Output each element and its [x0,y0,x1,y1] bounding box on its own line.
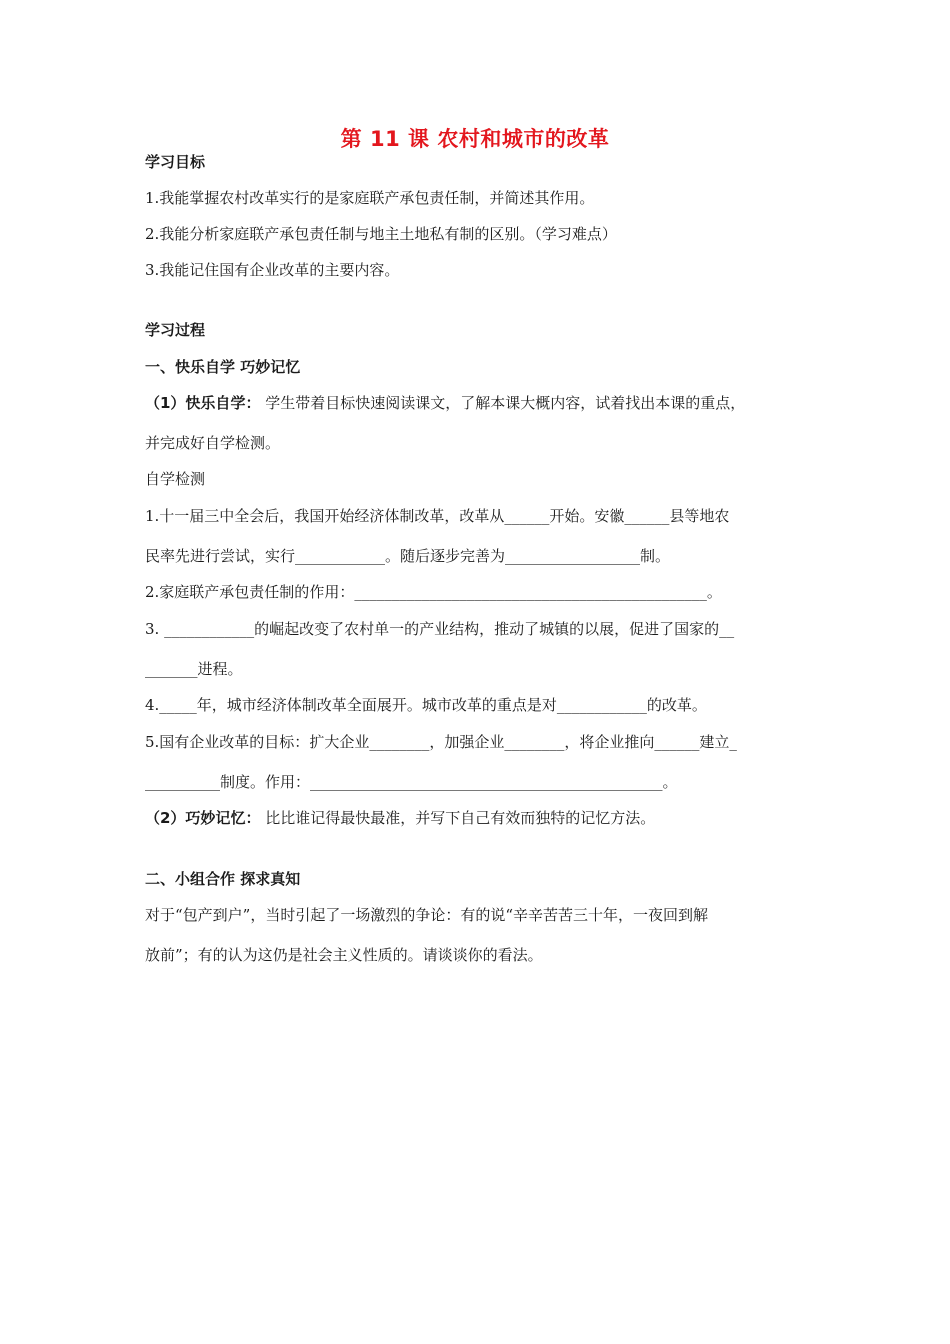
question-5a: 5.国有企业改革的目标：扩大企业________，加强企业________，将企业推向______建立_ [145,733,737,751]
sub2-label: （2）巧妙记忆： [145,809,261,827]
question-3a: 3. ____________的崛起改变了农村单一的产业结构，推动了城镇的以展，促进了国家的__ [145,620,735,638]
question-3b: _______进程。 [145,660,243,678]
section2-text-a: 对于“包产到户”，当时引起了一场激烈的争论：有的说“辛辛苦苦三十年，一夜回到解 [145,906,709,924]
question-1b: 民率先进行尝试，实行____________。随后逐步完善为__________________制。 [145,547,671,565]
section2-heading: 二、小组合作 探求真知 [145,870,301,888]
section2-text-b: 放前”；有的认为这仍是社会主义性质的。请谈谈你的看法。 [145,946,543,964]
process-heading: 学习过程 [145,321,206,339]
lesson-title: 第 11 课 农村和城市的改革 [340,127,610,151]
sub1-text-cont: 并完成好自学检测。 [145,434,281,452]
question-1a: 1.十一届三中全会后，我国开始经济体制改革，改革从______开始。安徽______县等地农 [145,507,730,525]
section1-heading: 一、快乐自学 巧妙记忆 [145,358,301,376]
question-4: 4._____年，城市经济体制改革全面展开。城市改革的重点是对____________的改革。 [145,696,707,714]
goal-item: 3.我能记住国有企业改革的主要内容。 [145,261,400,279]
question-5b: __________制度。作用：_______________________________________________。 [145,773,678,791]
sub1-text: 学生带着目标快速阅读课文，了解本课大概内容，试着找出本课的重点， [260,394,746,412]
sub1-label: （1）快乐自学： [145,394,261,412]
goals-heading: 学习目标 [145,153,206,171]
check-heading: 自学检测 [145,470,206,488]
sub2-line [145,808,655,828]
goal-item: 1.我能掌握农村改革实行的是家庭联产承包责任制，并简述其作用。 [145,189,595,207]
sub2-text: 比比谁记得最快最准，并写下自己有效而独特的记忆方法。 [260,809,656,827]
goal-item: 2.我能分析家庭联产承包责任制与地主土地私有制的区别。（学习难点） [145,225,617,243]
question-2: 2.家庭联产承包责任制的作用：_______________________________________________。 [145,583,722,601]
sub1-line [145,393,745,413]
